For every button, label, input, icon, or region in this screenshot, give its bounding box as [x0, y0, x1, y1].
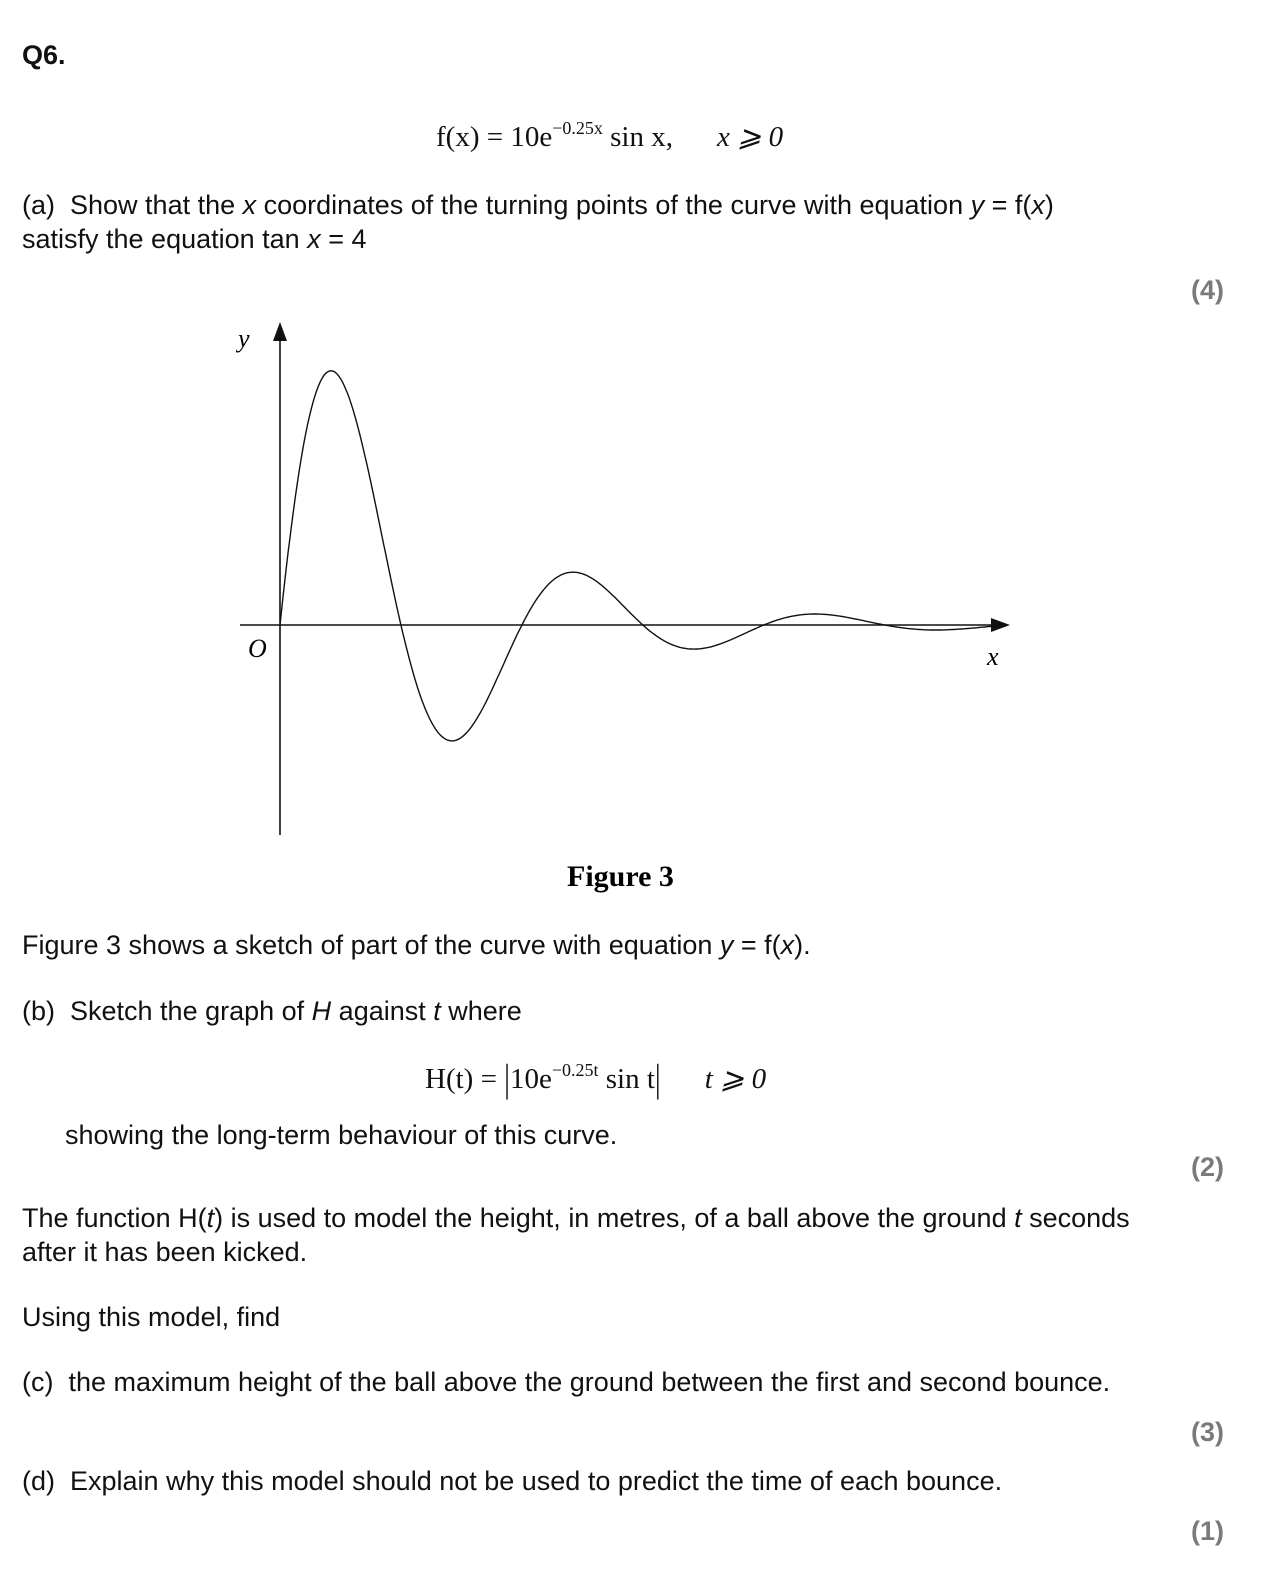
model-var-t: t: [206, 1203, 215, 1233]
eq-condition: x ⩾ 0: [716, 121, 784, 153]
abs-bar-left: |: [504, 1057, 510, 1101]
figure-caption: Figure 3: [567, 860, 674, 893]
part-c-body: the maximum height of the ball above the ground between the first and second bounce.: [68, 1367, 1111, 1397]
part-a-t2: coordinates of the turning points of the curve with equation: [256, 190, 971, 220]
part-a-t3: = f(: [984, 190, 1032, 220]
fig-text-var-x: x: [780, 930, 795, 960]
part-b-text: [22, 994, 522, 1028]
y-axis-label: y: [238, 324, 250, 353]
fig-text-t1: Figure 3 shows a sketch of part of the curve with equation: [22, 930, 720, 960]
part-b-t2: against: [331, 996, 434, 1026]
part-c-label: (c): [22, 1367, 54, 1397]
part-d-marks: (1): [1191, 1516, 1224, 1546]
model-line2: after it has been kicked.: [22, 1237, 308, 1267]
part-d-label: (d): [22, 1466, 55, 1496]
part-c-marks: (3): [1191, 1417, 1224, 1447]
model-t1: The function H(: [22, 1203, 207, 1233]
y-axis-arrow: [273, 322, 287, 341]
part-b-var-H: H: [311, 996, 332, 1026]
part-b-t3: where: [440, 996, 522, 1026]
part-a-line2-2: = 4: [320, 224, 367, 254]
part-a-t1: Show that the: [70, 190, 243, 220]
origin-label: O: [248, 634, 267, 663]
fig-text-t2: = f(: [733, 930, 781, 960]
eq-rhs: sin x,: [602, 121, 673, 153]
eq-exponent: −0.25x: [552, 118, 603, 138]
part-c-text: [22, 1365, 1110, 1399]
question-number: Q6.: [22, 40, 66, 70]
model-t3: seconds: [1021, 1203, 1130, 1233]
h-eq-inner: 10e: [509, 1063, 552, 1095]
h-eq-exponent: −0.25t: [551, 1060, 599, 1080]
using-model-text: Using this model, find: [22, 1302, 281, 1332]
part-a-var-x3: x: [307, 224, 321, 254]
fig-text-var-y: y: [719, 930, 734, 960]
part-a-label: (a): [22, 190, 55, 220]
h-equation: [425, 1057, 767, 1101]
part-b-var-t: t: [433, 996, 441, 1026]
part-a-t4: ): [1044, 190, 1054, 220]
part-a-var-y: y: [970, 190, 985, 220]
model-text: [22, 1201, 1252, 1269]
part-b-after: showing the long-term behaviour of this curve.: [65, 1120, 618, 1150]
fig-text-t3: ).: [794, 930, 811, 960]
part-a-marks: (4): [1191, 275, 1224, 305]
part-d-text: [22, 1464, 1002, 1498]
part-a-line2-1: satisfy the equation tan: [22, 224, 308, 254]
figure-description: [22, 928, 811, 962]
model-t2: ) is used to model the height, in metres, of a ball above the ground: [214, 1203, 1015, 1233]
part-a-var-x2: x: [1031, 190, 1045, 220]
part-b-marks: (2): [1191, 1152, 1224, 1182]
h-eq-lhs: H(t) =: [425, 1063, 505, 1095]
h-eq-condition: t ⩾ 0: [704, 1063, 767, 1095]
part-b-label: (b): [22, 996, 55, 1026]
part-b-t1: Sketch the graph of: [70, 996, 312, 1026]
part-a-var-x: x: [242, 190, 257, 220]
x-axis-label: x: [987, 642, 999, 671]
part-d-body: Explain why this model should not be used to predict the time of each bounce.: [70, 1466, 1003, 1496]
model-var-t2: t: [1014, 1203, 1022, 1233]
eq-lhs: f(x) = 10e: [436, 121, 553, 153]
curve-f: [280, 371, 1004, 741]
h-eq-inner2: sin t: [598, 1063, 655, 1095]
abs-bar-right: |: [654, 1057, 661, 1101]
